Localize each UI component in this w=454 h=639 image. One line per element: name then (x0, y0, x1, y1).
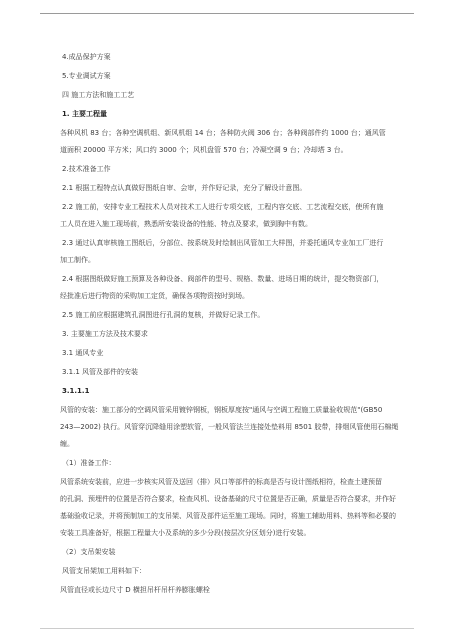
heading-duct-installation: 3.1.1 风管及部件的安装 (62, 368, 139, 376)
list-item-finished-product-protection: 4.成品保护方案 (62, 53, 111, 61)
paragraph-line: 道面积 20000 平方米；风口约 3000 个；风机盘管 570 台；冷凝空调 9 台；冷却塔 3 台。 (60, 146, 348, 154)
paragraph-line: 2.1 根据工程特点认真做好图纸自审、会审，并作好记录，充分了解设计意图。 (62, 184, 307, 192)
paragraph-line: 工人员在进入施工现场前，熟悉所安装设备的性能、特点及要求，做到胸中有数。 (60, 220, 312, 228)
heading-ventilation: 3.1 通风专业 (62, 349, 104, 357)
heading-construction-methods: 3. 主要施工方法及技术要求 (62, 330, 148, 338)
heading-technical-preparation: 2.技术准备工作 (62, 165, 111, 173)
paragraph-line: 基础验收记录，并将预制加工的支吊架、风管及部件运至施工现场。同时，将施工辅助用料、热料等和必要的 (60, 512, 396, 520)
paragraph-line: 各种风机 83 台；各种空调机组、新风机组 14 台；各种防火阀 306 台；各种阀部件约 1000 台；通风管 (60, 129, 386, 137)
heading-hanger-installation: （2）支吊架安装 (62, 548, 116, 556)
paragraph-line: 缠。 (60, 440, 74, 448)
header-rule (40, 13, 414, 14)
paragraph-line: 2.3 通过认真审核施工图纸后，分部位、按系统及时绘制出风管加工大样图，并委托通风专业加工厂进行 (62, 239, 384, 247)
paragraph-line: 风管支吊架加工用料如下： (62, 567, 146, 575)
list-item-commissioning-plan: 5.专业调试方案 (62, 72, 111, 80)
paragraph-line: 加工制作。 (60, 256, 95, 264)
paragraph-line: 风管系统安装前，应进一步核实风管及送回（排）风口等部件的标高是否与设计图纸相符，检查土建预留 (60, 478, 382, 486)
heading-3-1-1-1: 3.1.1.1 (62, 387, 90, 395)
paragraph-line: 风管直径或长边尺寸 D 横担吊杆吊杆养膨胀螺栓 (60, 586, 210, 594)
document-body (60, 52, 399, 595)
paragraph-line: 2.4 根据图纸做好施工预算及各种设备、阀部件的型号、规格、数量、进场日期的统计，提交物资部门， (62, 275, 384, 283)
heading-main-quantities: 1. 主要工程量 (62, 110, 107, 118)
section-heading-methods: 四 施工方法和施工工艺 (62, 91, 135, 99)
paragraph-line: 243—2002) 执行。风管穿沉降缝用涂塑软管，一般风管法兰连接处垫料用 8501 胶带，排烟风管使用石棉绳 (60, 423, 399, 431)
paragraph-line: 经批准后进行物资的采购加工定货，确保各项物资按时到场。 (60, 292, 249, 300)
paragraph-line: 2.5 施工前应根据建筑孔洞图进行孔洞的复核，并做好记录工作。 (62, 311, 265, 319)
paragraph-line: 的孔洞、预埋件的位置是否符合要求，检查风机、设备基础的尺寸位置是否正确，质量是否符合要求，并作好 (60, 495, 396, 503)
heading-preparation: （1）准备工作： (62, 459, 116, 467)
paragraph-line: 安装工具准备好，根据工程量大小及系统的多少分段(按层次分区划分)进行安装。 (60, 529, 311, 537)
footer-rule (40, 628, 414, 629)
paragraph-line: 2.2 施工前，安排专业工程技术人员对技术工人进行专项交底，工程内容交底、工艺流程交底，使所有施 (62, 203, 384, 211)
paragraph-line: 风管的安装：施工部分的空调风管采用镀锌钢板，钢板厚度按"通风与空调工程施工质量验收规范"(GB50 (60, 406, 383, 414)
